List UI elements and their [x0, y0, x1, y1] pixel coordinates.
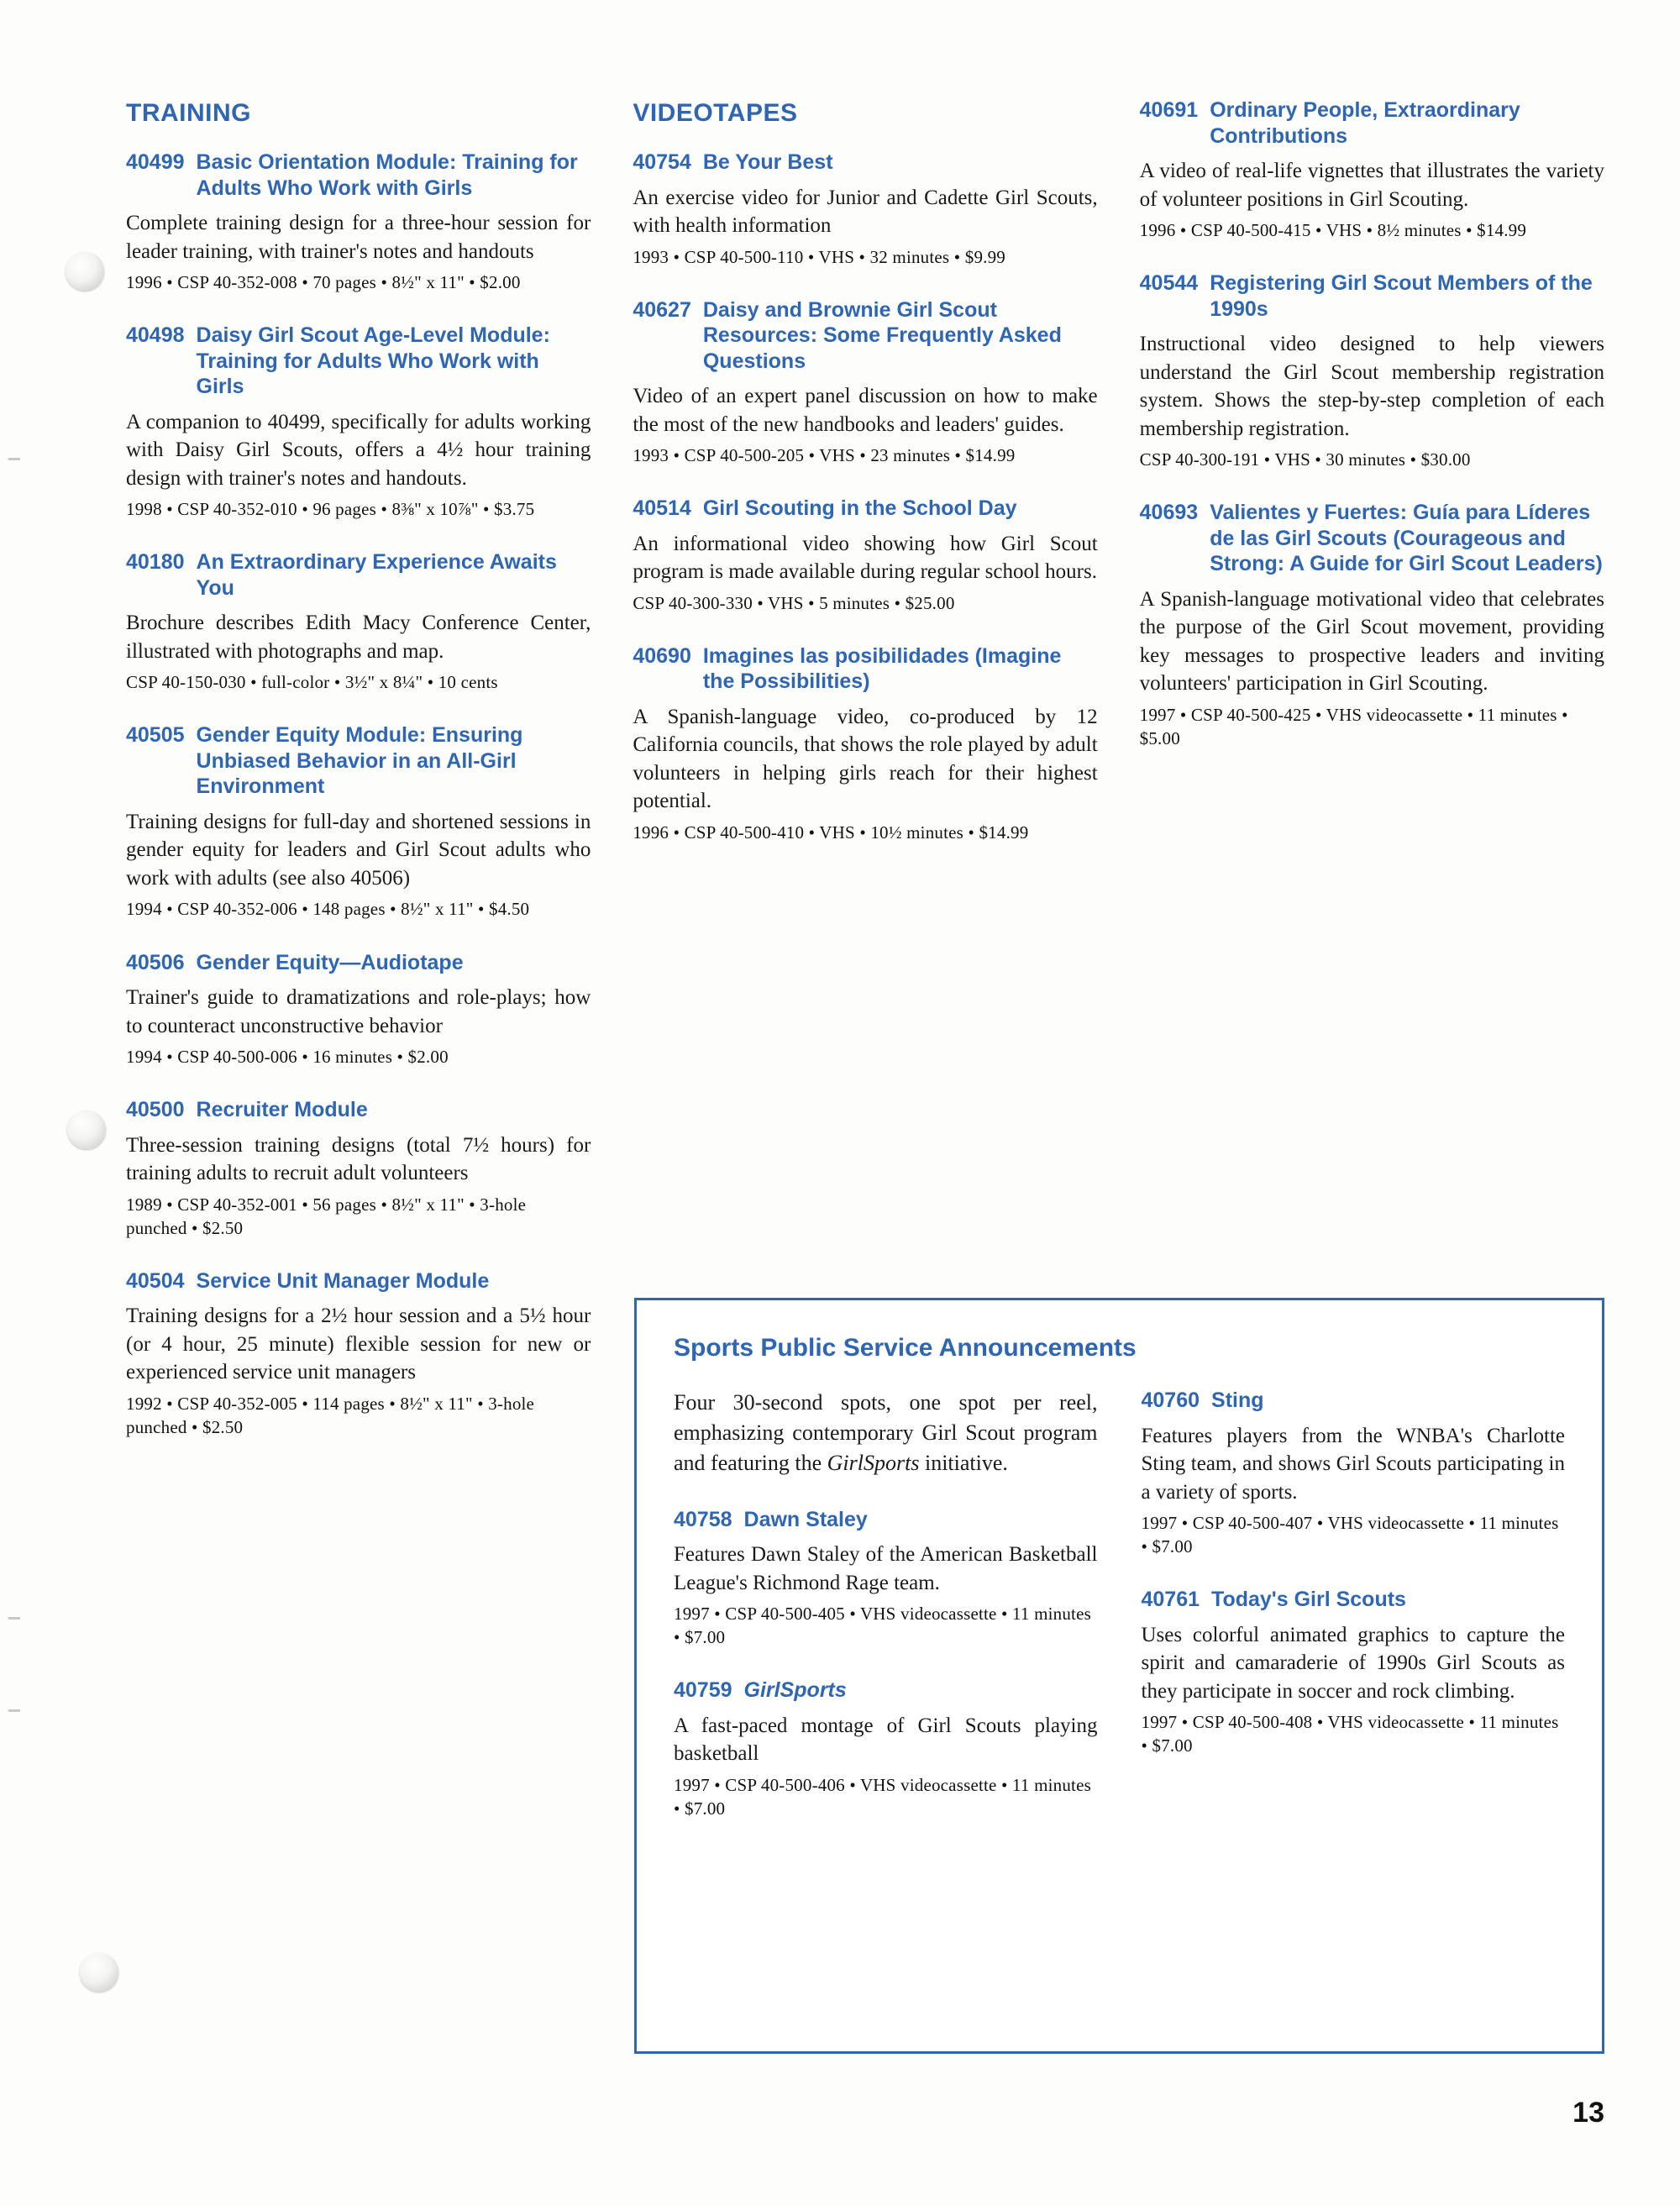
catalog-entry	[1140, 500, 1604, 750]
entry-title	[633, 297, 1097, 375]
entry-name: Recruiter Module	[196, 1098, 368, 1122]
entry-title	[1140, 270, 1604, 322]
entry-details: CSP 40-300-191 • VHS • 30 minutes • $30.00	[1139, 449, 1471, 470]
entry-description: Three-session training designs (total 7½ hours) for training adults to recruit adult volunteers	[126, 1133, 591, 1185]
section-heading-videotapes: VIDEOTAPES	[633, 99, 798, 127]
edge-mark-icon	[8, 1617, 20, 1620]
edge-mark-icon	[8, 1709, 20, 1712]
entry-number: 40759	[674, 1678, 732, 1703]
panel-intro-italic: GirlSports	[827, 1450, 920, 1475]
section-heading-training: TRAINING	[126, 99, 251, 127]
catalog-entry	[633, 496, 1097, 615]
punch-hole-icon	[66, 252, 104, 291]
entry-name: Valientes y Fuertes: Guía para Líderes de las Girl Scouts (Courageous and Strong: A Guide for Girl Scout Leaders)	[1210, 501, 1603, 576]
catalog-entry	[1142, 1587, 1566, 1757]
catalog-entry	[1140, 270, 1604, 471]
entry-description: Complete training design for a three-hour session for leader training, with trainer's notes and handouts	[126, 212, 591, 263]
entry-details: 1997 • CSP 40-500-425 • VHS videocassette • 11 minutes • $5.00	[1139, 704, 1568, 748]
entry-number: 40544	[1139, 271, 1199, 296]
punch-hole-icon	[67, 1110, 106, 1149]
entry-number: 40760	[1141, 1389, 1200, 1412]
entry-details: CSP 40-150-030 • full-color • 3½" x 8¼" • 10 cents	[126, 672, 498, 693]
catalog-entry	[126, 549, 591, 694]
entry-number: 40506	[126, 950, 185, 974]
edge-mark-icon	[8, 458, 20, 460]
entry-number: 40505	[126, 723, 185, 748]
entry-title	[633, 643, 1097, 695]
entry-description: Training designs for a 2½ hour session and a 5½ hour (or 4 hour, 25 minute) flexible session for new or experienced service unit managers	[126, 1305, 591, 1384]
catalog-entry	[126, 323, 591, 521]
entry-details: 1992 • CSP 40-352-005 • 114 pages • 8½" x 11" • 3-hole punched • $2.50	[126, 1393, 535, 1437]
entry-description: Trainer's guide to dramatizations and role-plays; how to counteract unconstructive behavior	[126, 986, 591, 1037]
entry-number: 40690	[633, 643, 691, 668]
panel-column-left	[674, 1388, 1098, 1849]
panel-intro-after: initiative.	[919, 1450, 1008, 1475]
catalog-entry	[633, 150, 1097, 269]
panel-intro	[674, 1388, 1098, 1478]
entry-description: A companion to 40499, specifically for adults working with Daisy Girl Scouts, offers a 4½ hour training design with trainer's notes and handouts.	[126, 410, 591, 490]
entry-name: Be Your Best	[702, 150, 833, 174]
catalog-entry	[633, 643, 1097, 844]
entry-title	[633, 496, 1097, 522]
catalog-entry	[1142, 1388, 1566, 1558]
column-videotapes-continued	[1140, 99, 1604, 1467]
entry-description: Uses colorful animated graphics to capture the spirit and camaraderie of 1990s Girl Scouts as they participate in soccer and rock climbing.	[1141, 1623, 1565, 1703]
entry-name: Service Unit Manager Module	[196, 1268, 490, 1293]
entry-details: CSP 40-300-330 • VHS • 5 minutes • $25.00	[633, 592, 955, 613]
page-number: 13	[1572, 2097, 1604, 2129]
entry-details: 1998 • CSP 40-352-010 • 96 pages • 8⅜" x 10⅞" • $3.75	[126, 499, 535, 520]
entry-number: 40758	[674, 1507, 732, 1531]
entry-details: 1997 • CSP 40-500-406 • VHS videocassette • 11 minutes • $7.00	[674, 1774, 1091, 1819]
entry-name: An Extraordinary Experience Awaits You	[196, 550, 557, 600]
catalog-entry	[126, 1268, 591, 1439]
catalog-entry	[633, 297, 1097, 468]
entry-number: 40504	[126, 1268, 185, 1293]
entry-details: 1994 • CSP 40-500-006 • 16 minutes • $2.00	[126, 1047, 449, 1067]
entry-title	[126, 950, 591, 976]
entry-name: Registering Girl Scout Members of the 1990s	[1210, 271, 1593, 321]
column-training	[126, 99, 591, 1467]
entry-name: Imagines las posibilidades (Imagine the Possibilities)	[702, 643, 1062, 694]
panel-title: Sports Public Service Announcements	[674, 1334, 1137, 1362]
entry-description: A fast-paced montage of Girl Scouts playing basketball	[674, 1714, 1098, 1766]
entry-title	[1142, 1587, 1566, 1613]
entry-description: Features players from the WNBA's Charlotte Sting team, and shows Girl Scouts participating in a variety of sports.	[1141, 1424, 1565, 1504]
entry-title	[674, 1677, 1098, 1704]
entry-number: 40514	[633, 496, 691, 521]
entry-name: Gender Equity Module: Ensuring Unbiased Behavior in an All-Girl Environment	[196, 723, 523, 799]
entry-name: Dawn Staley	[743, 1507, 868, 1531]
panel-columns	[674, 1388, 1565, 1849]
entry-name: Today's Girl Scouts	[1211, 1588, 1406, 1612]
entry-name: Daisy and Brownie Girl Scout Resources: Some Frequently Asked Questions	[702, 297, 1062, 373]
entry-details: 1994 • CSP 40-352-006 • 148 pages • 8½" x 11" • $4.50	[126, 899, 530, 920]
entry-details: 1997 • CSP 40-500-407 • VHS videocassette • 11 minutes • $7.00	[1141, 1513, 1559, 1557]
entry-details: 1996 • CSP 40-500-415 • VHS • 8½ minutes • $14.99	[1139, 220, 1527, 240]
entry-description: A Spanish-language video, co-produced by 12 California councils, that shows the role played by adult volunteers in helping girls reach for their highest potential.	[633, 705, 1098, 813]
entry-name: Gender Equity—Audiotape	[196, 950, 464, 974]
entry-number: 40500	[126, 1098, 185, 1122]
entry-description: Brochure describes Edith Macy Conference Center, illustrated with photographs and map.	[126, 612, 591, 663]
panel-inner	[637, 1300, 1602, 1866]
entry-name: Sting	[1211, 1389, 1264, 1412]
catalog-entry	[126, 1097, 591, 1240]
entry-title	[633, 150, 1097, 176]
column-videotapes	[633, 99, 1097, 1467]
entry-name: Girl Scouting in the School Day	[702, 496, 1017, 521]
entry-title	[126, 722, 591, 800]
entry-number: 40754	[633, 150, 691, 174]
entry-name: Ordinary People, Extraordinary Contributions	[1210, 98, 1520, 148]
entry-description: Instructional video designed to help viewers understand the Girl Scout membership registration system. Shows the step-by-step completion of each membership registration.	[1139, 333, 1604, 440]
entry-number: 40627	[633, 297, 691, 322]
page-content	[126, 99, 1604, 1467]
entry-title	[126, 1268, 591, 1294]
entry-number: 40499	[126, 150, 185, 174]
entry-title	[1142, 1388, 1566, 1414]
entry-title	[126, 549, 591, 601]
punch-hole-icon	[80, 1953, 118, 1992]
entry-description: Training designs for full-day and shortened sessions in gender equity for leaders and Girl Scout adults who work with adults (see also 40506)	[126, 810, 591, 890]
entry-description: Video of an expert panel discussion on how to make the most of the new handbooks and leaders' guides.	[633, 385, 1098, 436]
entry-number: 40693	[1139, 501, 1199, 525]
entry-description: An exercise video for Junior and Cadette Girl Scouts, with health information	[633, 186, 1098, 237]
panel-intro-before: Four 30-second spots, one spot per reel, emphasizing contemporary Girl Scout program and featuring the	[674, 1390, 1098, 1475]
entry-details: 1996 • CSP 40-352-008 • 70 pages • 8½" x 11" • $2.00	[126, 272, 521, 292]
entry-details: 1997 • CSP 40-500-405 • VHS videocassette • 11 minutes • $7.00	[674, 1604, 1091, 1648]
entry-description: Features Dawn Staley of the American Basketball League's Richmond Rage team.	[674, 1543, 1098, 1594]
entry-number: 40180	[126, 550, 185, 575]
entry-details: 1989 • CSP 40-352-001 • 56 pages • 8½" x 11" • 3-hole punched • $2.50	[126, 1194, 527, 1238]
entry-description: A Spanish-language motivational video that celebrates the purpose of the Girl Scout movement, providing key messages to prospective leaders and inviting volunteers' participation in Girl Scouting.	[1139, 587, 1604, 696]
catalog-entry	[674, 1677, 1098, 1820]
entry-name: GirlSports	[743, 1678, 847, 1703]
entry-title	[1140, 500, 1604, 577]
entry-details: 1996 • CSP 40-500-410 • VHS • 10½ minutes • $14.99	[633, 822, 1029, 843]
catalog-entry	[126, 150, 591, 294]
entry-details: 1993 • CSP 40-500-110 • VHS • 32 minutes • $9.99	[633, 246, 1006, 267]
entry-description: A video of real-life vignettes that illustrates the variety of volunteer positions in Girl Scouting.	[1139, 160, 1604, 211]
entry-name: Daisy Girl Scout Age-Level Module: Training for Adults Who Work with Girls	[196, 323, 550, 399]
entry-name: Basic Orientation Module: Training for Adults Who Work with Girls	[196, 150, 578, 200]
entry-title	[126, 1097, 591, 1123]
catalog-entry	[1140, 97, 1604, 242]
catalog-entry	[126, 950, 591, 1069]
entry-title	[126, 323, 591, 400]
entry-description: An informational video showing how Girl Scout program is made available during regular school hours.	[633, 532, 1098, 584]
catalog-entry	[126, 722, 591, 921]
catalog-entry	[674, 1507, 1098, 1650]
entry-title	[1140, 97, 1604, 149]
entry-details: 1997 • CSP 40-500-408 • VHS videocassette • 11 minutes • $7.00	[1141, 1712, 1559, 1756]
three-column-layout	[126, 99, 1604, 1467]
entry-details: 1993 • CSP 40-500-205 • VHS • 23 minutes • $14.99	[633, 445, 1016, 466]
entry-number: 40498	[126, 323, 185, 348]
entry-title	[126, 150, 591, 201]
entry-number: 40761	[1141, 1588, 1200, 1612]
entry-number: 40691	[1139, 98, 1199, 122]
sports-psa-panel	[634, 1298, 1604, 2054]
panel-column-right	[1142, 1388, 1566, 1849]
entry-title	[674, 1507, 1098, 1533]
